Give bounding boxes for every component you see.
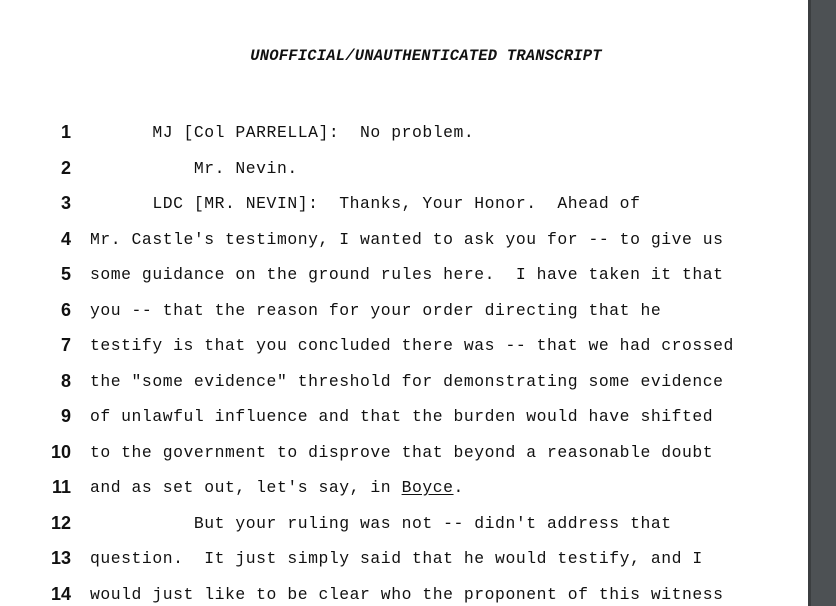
transcript-line — [0, 583, 800, 606]
line-text-before: and as set out, let's say, in — [90, 478, 402, 497]
line-number: 5 — [60, 264, 71, 284]
line-text: MJ [Col PARRELLA]: No problem. — [90, 123, 475, 142]
line-text-after: . — [453, 478, 464, 497]
line-text — [90, 477, 464, 499]
line-text: some guidance on the ground rules here. I have taken it that — [90, 265, 724, 284]
line-text: Mr. Nevin. — [90, 159, 298, 178]
line-number: 9 — [60, 406, 71, 426]
line-text: the "some evidence" threshold for demonstrating some evidence — [90, 372, 724, 391]
transcript-line — [0, 405, 800, 431]
line-number: 14 — [50, 584, 71, 604]
line-text: But your ruling was not -- didn't address that — [90, 514, 672, 533]
transcript-line — [0, 547, 800, 573]
line-text: to the government to disprove that beyond a reasonable doubt — [90, 443, 714, 462]
transcript-line — [0, 512, 800, 538]
line-number: 13 — [50, 548, 71, 568]
transcript-line — [0, 441, 800, 467]
line-text: would just like to be clear who the proponent of this witness — [90, 585, 724, 604]
transcript-line — [0, 157, 800, 183]
transcript-line — [0, 334, 800, 360]
line-number: 8 — [60, 371, 71, 391]
line-text: you -- that the reason for your order directing that he — [90, 301, 662, 320]
transcript-line — [0, 476, 800, 502]
line-text: Mr. Castle's testimony, I wanted to ask you for -- to give us — [90, 230, 724, 249]
line-text: of unlawful influence and that the burden would have shifted — [90, 407, 714, 426]
line-number: 6 — [60, 300, 71, 320]
line-number: 1 — [60, 122, 71, 142]
vertical-scrollbar[interactable] — [808, 0, 836, 606]
line-number: 7 — [60, 335, 71, 355]
line-number: 3 — [60, 193, 71, 213]
transcript-line — [0, 299, 800, 325]
transcript-line — [0, 121, 800, 147]
transcript-line — [0, 370, 800, 396]
line-text: LDC [MR. NEVIN]: Thanks, Your Honor. Ahead of — [90, 194, 641, 213]
line-number: 2 — [60, 158, 71, 178]
line-number: 12 — [50, 513, 71, 533]
transcript-line — [0, 192, 800, 218]
transcript-line — [0, 228, 800, 254]
scrollbar-edge — [808, 0, 811, 606]
line-number: 4 — [60, 229, 71, 249]
line-number: 10 — [50, 442, 71, 462]
transcript-line — [0, 263, 800, 289]
line-text: testify is that you concluded there was -- that we had crossed — [90, 336, 734, 355]
line-text: question. It just simply said that he would testify, and I — [90, 549, 703, 568]
case-citation-boyce: Boyce — [401, 478, 454, 497]
transcript-header: UNOFFICIAL/UNAUTHENTICATED TRANSCRIPT — [250, 47, 602, 65]
line-number: 11 — [51, 477, 71, 497]
